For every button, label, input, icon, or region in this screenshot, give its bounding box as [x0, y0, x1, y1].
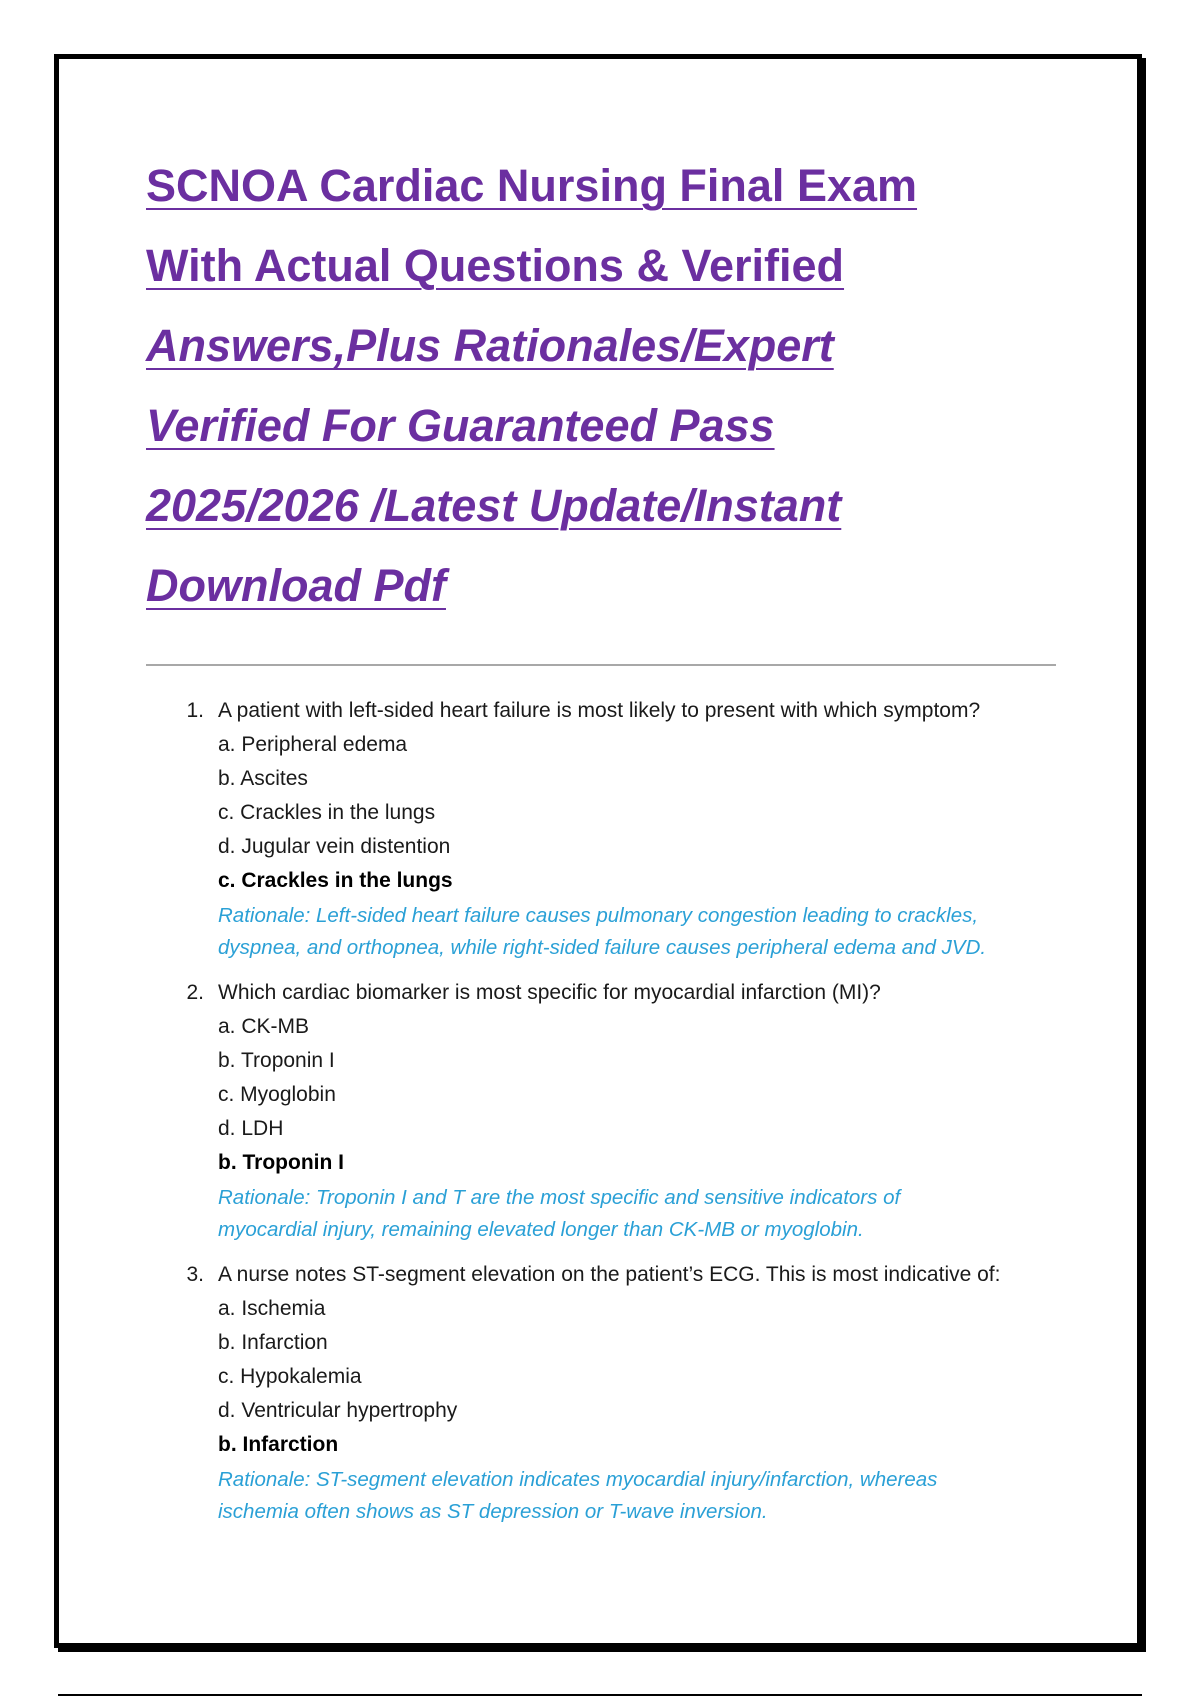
question-stem [146, 694, 1076, 728]
question-text: Which cardiac biomarker is most specific for myocardial infarction (MI)? [218, 981, 881, 1004]
answer-option: a. Peripheral edema [218, 733, 408, 756]
horizontal-divider [146, 664, 1056, 666]
answer-option: c. Hypokalemia [218, 1365, 362, 1388]
title-line: Answers,Plus Rationales/Expert [146, 320, 834, 371]
rationale-line: dyspnea, and orthopnea, while right-sided failure causes peripheral edema and JVD. [218, 936, 987, 959]
answer-option: b. Infarction [218, 1331, 328, 1354]
correct-answer: c. Crackles in the lungs [218, 869, 453, 892]
title-line: Verified For Guaranteed Pass [146, 400, 775, 451]
title-line: 2025/2026 /Latest Update/Instant [146, 480, 842, 531]
title-line: SCNOA Cardiac Nursing Final Exam [146, 160, 918, 211]
answer-option: d. Ventricular hypertrophy [218, 1399, 458, 1422]
question-text: A nurse notes ST-segment elevation on the patient’s ECG. This is most indicative of: [218, 1263, 1001, 1286]
rationale-line: myocardial injury, remaining elevated longer than CK-MB or myoglobin. [218, 1218, 864, 1241]
correct-answer: b. Troponin I [218, 1151, 344, 1174]
footer-rule [58, 1694, 1142, 1696]
rationale [218, 900, 1076, 964]
correct-answer: b. Infarction [218, 1433, 339, 1456]
answer-option: d. Jugular vein distention [218, 835, 451, 858]
question-number: 3. [186, 1263, 204, 1286]
question-item [146, 1258, 1076, 1528]
question-stem [146, 976, 1076, 1010]
answer-option: a. CK-MB [218, 1015, 310, 1038]
question-number: 1. [186, 699, 204, 722]
title-line: Download Pdf [146, 560, 446, 611]
question-list [146, 694, 1076, 1540]
title-line: With Actual Questions & Verified [146, 240, 845, 291]
question-text: A patient with left-sided heart failure is most likely to present with which symptom? [218, 699, 981, 722]
rationale [218, 1182, 1076, 1246]
answer-option: c. Crackles in the lungs [218, 801, 436, 824]
document-title [146, 146, 1086, 626]
question-item [146, 976, 1076, 1246]
answer-option: b. Troponin I [218, 1049, 335, 1072]
answer-option: b. Ascites [218, 767, 308, 790]
rationale-line: ischemia often shows as ST depression or T-wave inversion. [218, 1500, 768, 1523]
question-item [146, 694, 1076, 964]
answer-option: d. LDH [218, 1117, 284, 1140]
rationale-line: Rationale: Left-sided heart failure causes pulmonary congestion leading to crackles, [218, 904, 979, 927]
question-number: 2. [186, 981, 204, 1004]
rationale-line: Rationale: ST-segment elevation indicates myocardial injury/infarction, whereas [218, 1468, 938, 1491]
rationale-line: Rationale: Troponin I and T are the most specific and sensitive indicators of [218, 1186, 901, 1209]
answer-option: a. Ischemia [218, 1297, 326, 1320]
rationale [218, 1464, 1076, 1528]
answer-option: c. Myoglobin [218, 1083, 336, 1106]
question-stem [146, 1258, 1076, 1292]
